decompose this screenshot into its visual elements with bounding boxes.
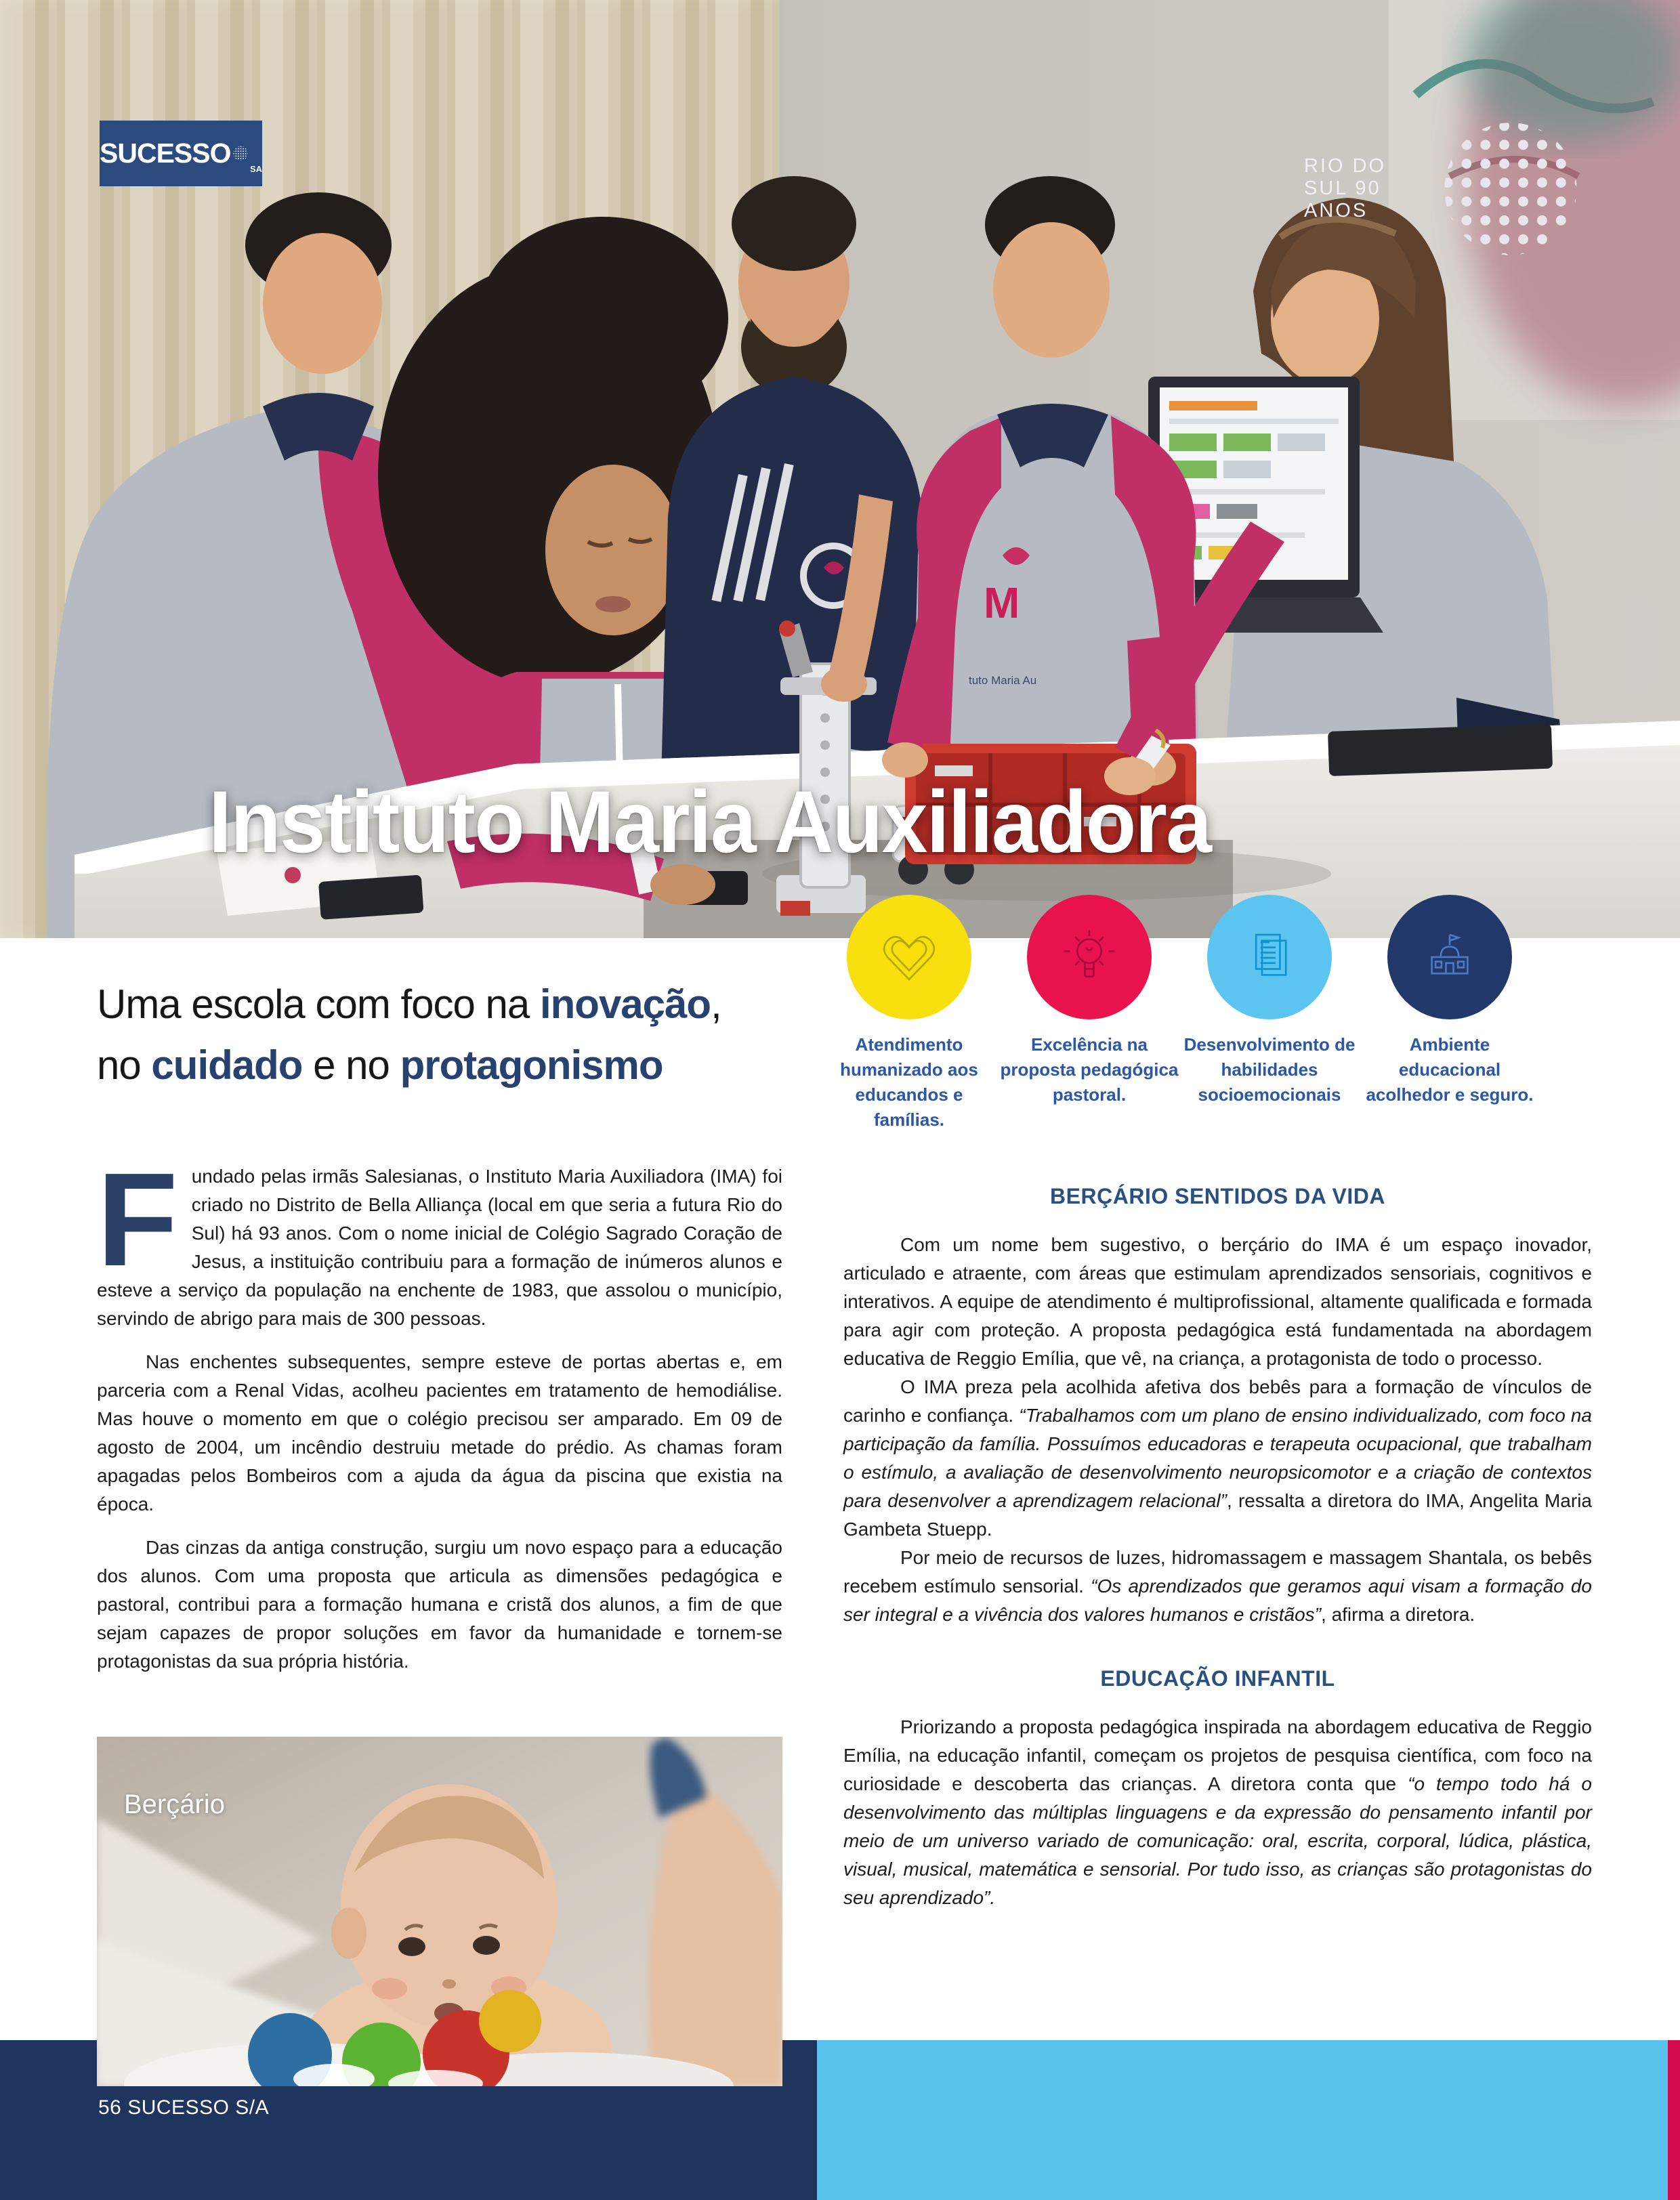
headline-text: Uma escola com foco na: [97, 981, 540, 1027]
paragraph-text: , afirma a diretora.: [1321, 1604, 1475, 1625]
paragraph: [843, 1373, 1592, 1544]
document-icon: [1232, 920, 1307, 994]
magazine-logo-suffix: SA: [249, 164, 262, 174]
feature-caption: Ambiente educacional acolhedor e seguro.: [1366, 1034, 1534, 1105]
feature-caption: Excelência na proposta pedagógica pastoral.: [1000, 1034, 1179, 1105]
article-headline: [97, 974, 788, 1096]
globe-icon: [1438, 117, 1583, 261]
page-number: 56: [98, 2096, 122, 2119]
paragraph: Com um nome bem sugestivo, o berçário do IMA é um espaço inovador, articulado e atraente, com áreas que estimulam aprendizados sensoriais, cognitivos e interativos. A equipe de atendimento é multiprofissional, altamente qualificada e formada para agir com proteção. A proposta pedagógica está fundamentada na abordagem educativa de Reggio Emília, que vê, na criança, a protagonista de todo o processo.: [843, 1234, 1592, 1369]
feature-caption: Desenvolvimento de habilidades socioemocionais: [1183, 1034, 1356, 1105]
footer-page-info: [98, 2096, 269, 2119]
hero-photo: [0, 0, 1680, 938]
feature-circle-atendimento: [847, 895, 971, 1019]
paragraph-text: O IMA preza pela acolhida afetiva dos bebês para a formação de vínculos de carinho e confiança.: [843, 1376, 1592, 1426]
headline-emphasis: inovação: [539, 981, 711, 1027]
quote-text: “Os aprendizados que geramos aqui visam a formação do ser integral e a vivência dos valores humanos e cristãos”: [843, 1575, 1592, 1625]
paragraph: Das cinzas da antiga construção, surgiu um novo espaço para a educação dos alunos. Com uma proposta que articula as dimensões pedagógica e pastoral, contribui para a formação humana e cristã dos alunos, a fim de que sejam capazes de propor soluções em favor da humanidade e tornem-se protagonistas da sua própria história.: [97, 1537, 782, 1672]
paragraph-text: , ressalta a diretora do IMA, Angelita Maria Gambeta Stuepp.: [843, 1490, 1593, 1540]
heart-icon: [872, 920, 946, 994]
feature-circle-ambiente: [1387, 895, 1512, 1019]
globe-icon: [232, 121, 249, 186]
headline-text: e no: [302, 1042, 400, 1088]
paragraph-text: Por meio de recursos de luzes, hidromassagem e massagem Shantala, os bebês recebem estímulo sensorial.: [843, 1547, 1592, 1596]
school-icon: [1412, 920, 1487, 994]
paragraph: Nas enchentes subsequentes, sempre esteve de portas abertas e, em parceria com a Renal Vidas, acolheu pacientes em tratamento de hemodiálise. Mas houve o momento em que o colégio precisou ser amparado. Em 09 de agosto de 2004, um incêndio destruiu metade do prédio. As chamas foram apagadas pelos Bombeiros com a ajuda da água da piscina que existia na época.: [97, 1351, 782, 1515]
svg-text:M: M: [984, 578, 1020, 627]
paragraph: [97, 1145, 782, 1333]
quote-text: “o tempo todo há o desenvolvimento das múltiplas linguagens e da expressão do pensamento infantil por meio de um universo variado de comunicação: oral, escrita, corporal, lúdica, plástica, visual, musical, matemática e sensorial. Por tudo isso, as crianças são protagonistas do seu aprendizado”.: [843, 1773, 1593, 1908]
headline-emphasis: cuidado: [151, 1042, 303, 1088]
headline-emphasis: protagonismo: [400, 1042, 663, 1088]
section-title-educacao-infantil: EDUCAÇÃO INFANTIL: [1100, 1666, 1335, 1691]
feature-circle-excelencia: [1027, 895, 1152, 1019]
magazine-logo-text: SUCESSO: [100, 138, 231, 169]
headline-text: no: [97, 1042, 152, 1088]
paragraph: [843, 1544, 1592, 1629]
anniversary-badge: [1304, 117, 1582, 261]
photo-caption: Berçário: [124, 1790, 225, 1819]
bercario-photo: [97, 1737, 782, 2086]
quote-text: “Trabalhamos com um plano de ensino individualizado, com foco na participação da família. Possuímos educadoras e terapeuta ocupacional, que trabalham o estímulo, a avaliação de desenvolvimento neuropsicomotor e a criação de contextos para desenvolver a aprendizagem relacional”: [843, 1405, 1592, 1511]
feature-circle-desenvolvimento: [1207, 895, 1332, 1019]
magazine-name: SUCESSO S/A: [127, 2096, 270, 2119]
anniversary-badge-text: RIO DO SUL 90 ANOS: [1304, 155, 1387, 222]
paragraph-text: undado pelas irmãs Salesianas, o Instituto Maria Auxiliadora (IMA) foi criado no Distrito de Bella Alliança (local em que seria a futura Rio do Sul) há 93 anos. Com o nome inicial de Colégio Sagrado Coração de Jesus, a instituição contribuiu para a formação de inúmeros alunos e esteve a serviço da população na enchente de 1983, que assolou o município, servindo de abrigo para mais de 300 pessoas.: [97, 1166, 782, 1329]
section-title-bercario: BERÇÁRIO SENTIDOS DA VIDA: [1050, 1184, 1385, 1208]
svg-text:tuto Maria Au: tuto Maria Au: [969, 674, 1037, 687]
drop-cap: F: [97, 1145, 178, 1294]
feature-caption: Atendimento humanizado aos educandos e famílias.: [840, 1034, 978, 1130]
footer-accent-stripe: [1668, 2040, 1680, 2200]
paragraph: [843, 1713, 1592, 1912]
headline-text: ,: [711, 981, 721, 1027]
footer-blue-block: [817, 2040, 1668, 2200]
lightbulb-icon: [1052, 920, 1127, 994]
magazine-logo: [100, 121, 262, 186]
page-title: Instituto Maria Auxiliadora: [209, 772, 1211, 871]
article-column-right: [843, 1182, 1592, 1912]
article-column-left: [97, 1145, 782, 1691]
paragraph-text: Priorizando a proposta pedagógica inspirada na abordagem educativa de Reggio Emília, na educação infantil, começam os projetos de pesquisa científica, com foco na curiosidade e descoberta das crianças. A diretora conta que: [843, 1716, 1592, 1794]
